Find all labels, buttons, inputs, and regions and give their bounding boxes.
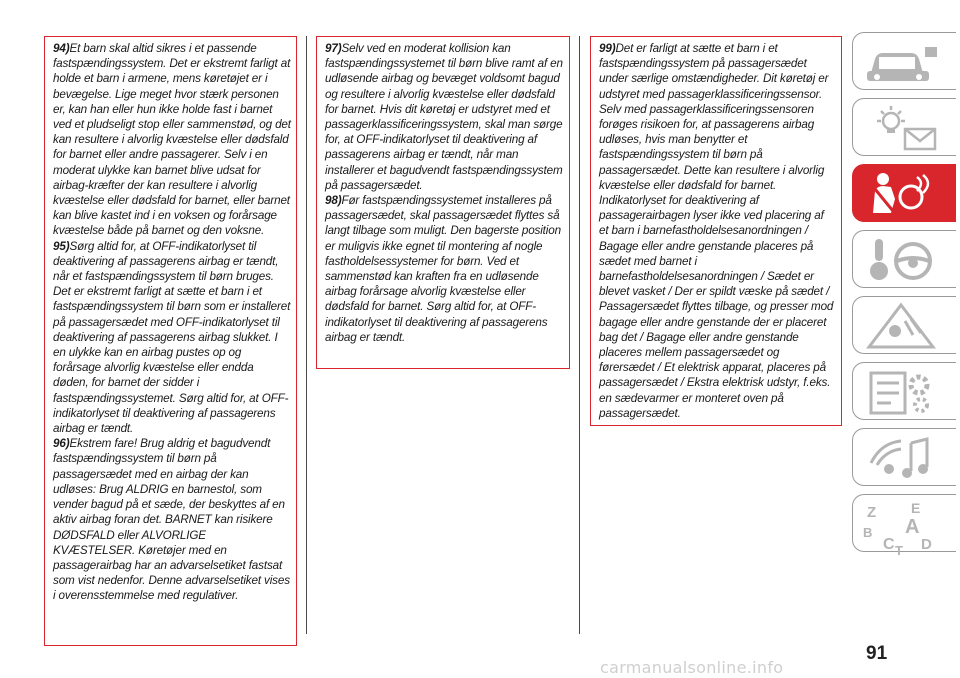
tab-maintenance[interactable] xyxy=(852,362,956,420)
tab-index[interactable] xyxy=(852,494,956,557)
index-letter: T xyxy=(895,543,903,557)
tab-car[interactable] xyxy=(852,32,956,90)
column-divider xyxy=(579,36,580,634)
warning-97 xyxy=(325,41,564,193)
tab-emergency[interactable] xyxy=(852,296,956,354)
alphabetical-index-icon xyxy=(861,499,941,557)
index-letter: E xyxy=(911,500,921,516)
multimedia-icon xyxy=(861,433,941,483)
car-icon xyxy=(861,37,941,87)
tab-warning-lights[interactable] xyxy=(852,98,956,156)
warning-text: Ekstrem fare! Brug aldrig et bagudvendt fastspændingssystem til børn på passagersædet med en airbag der kan udløses: Brug ALDRIG en barnestol, som vender bagud på et sæde, der beskyttes af en aktiv airbag foran det. BARNET kan risikere DØDSFALD eller ALVORLIGE KVÆSTELSER. Køretøjer med en passagerairbag har an advarselsetiket fastsat som vist nedenfor. Denne advarselsetiket vises i overensstemmelse med regulativer. xyxy=(53,437,290,603)
seatbelt-airbag-icon xyxy=(861,169,941,219)
index-letter: B xyxy=(863,525,873,540)
tab-multimedia[interactable] xyxy=(852,428,956,486)
warning-column-2 xyxy=(316,36,570,369)
warning-99 xyxy=(599,41,836,421)
warning-text: Et barn skal altid sikres i et passende fastspændingssystem. Det er ekstremt farligt at holde et barn i armene, mens køretøjet er i bevægelse. Lige meget hvor stærk personen er, kan han eller hun ikke holde fast i barnet ved et pludseligt stop eller sammenstød, og det kan resultere i alvorlig kvæstelse eller dødsfald for barnet eller andre passagerer. Selv i en moderat ulykke kan barnet blive udsat for airbag-kræfter der kan resultere i alvorlig kvæstelse eller dødsfald for barnet, eller barnet kan blive kastet ind i en voksen og forårsage kvæstelse både på barnet og den voksne. xyxy=(53,42,291,238)
breakdown-warning-icon xyxy=(861,301,941,351)
index-letter: C xyxy=(883,536,895,553)
column-divider xyxy=(306,36,307,634)
index-letter: A xyxy=(905,516,920,538)
warning-column-3 xyxy=(590,36,842,426)
warning-96 xyxy=(53,436,291,603)
warning-95 xyxy=(53,239,291,437)
page-number: 91 xyxy=(866,643,888,664)
warning-text: Sørg altid for, at OFF-indikatorlyset til deaktivering af passagerens airbag er tændt, når et fastspændingssystem til børn bruges. Det er ekstremt farligt at sætte et barn i et fastspændingssystem til børn som er installeret på passagersædet med OFF-indikatorlyset til deaktivering af passagerens airbag slukket. I en ulykke kan en airbag pustes op og forårsage alvorlig kvæstelse eller endda døden, for barnet der sidder i fastspændingssystemet. Sørg altid for, at OFF-indikatorlyset til deaktivering af passagerens airbag er tændt. xyxy=(53,239,291,436)
warning-number: 96) xyxy=(53,437,70,451)
warning-text: Før fastspændingssystemet installeres på passagersædet, skal passagersædet flyttes så langt tilbage som muligt. Den bagerste position er muligvis ikke egnet til montering af nogle fastholdelsessystemer for børn. Ved et sammenstød kan kraften fra en udløsende airbag forårsage alvorlig kvæstelse eller dødsfald for barnet. Sørg altid for, at OFF-indikatorlyset til deaktivering af passagerens airbag er tændt. xyxy=(325,194,561,344)
warning-text: Det er farligt at sætte et barn i et fastspændingssystem på passagersædet under særlige omstændigheder. Dit køretøj er udstyret med passagerklassificeringssensor. Selv med passagerklassificeringssensoren forøges risikoen for, at passagerens airbag udløses, hvis man benytter et fastspændingssystem til børn på passagersædet. Dette kan resultere i alvorlig kvæstelse eller dødsfald for barnet. Indikatorlyset for deaktivering af passagerairbagen lyser ikke ved placering af et barn i barnefastholdelsesanordningen / Bagage eller andre genstande placeres på sædet med barnet i barnefastholdelsesanordningen / Sædet er blevet vasket / Der er spildt væske på sædet / Passagersædet flyttes tilbage, og presser mod bagage eller andre genstande der er placeret bag det / Bagage eller andre genstande placeres mellem passagersædet og førersædet / Et elektrisk apparat, placeres på passagersædet / Ekstra elektrisk udstyr, f.eks. en sædevarmer er monteret oven på passagersædet. xyxy=(599,42,834,420)
warning-number: 98) xyxy=(325,194,342,208)
watermark: carmanualsonline.info xyxy=(600,658,784,677)
warning-number: 95) xyxy=(53,239,70,253)
tab-safety[interactable] xyxy=(852,164,956,222)
warning-text: Selv ved en moderat kollision kan fastspændingssystemet til børn blive ramt af en udløsende airbag og bevæget voldsomt bagud og resultere i alvorlig kvæstelse eller dødsfald for barnet. Hvis dit køretøj er udstyret med et passagerklassificeringssystem, skal man sørge for, at OFF-indikatorlyset til deaktivering af passagerens airbag er tændt, når man installerer et bagudvendt fastspændingssystem på passagersædet. xyxy=(325,42,563,192)
warning-column-1 xyxy=(44,36,297,646)
warning-number: 97) xyxy=(325,42,342,55)
maintenance-gear-icon xyxy=(861,367,941,417)
index-letter: D xyxy=(921,536,932,553)
tab-starting-driving[interactable] xyxy=(852,230,956,288)
warning-94 xyxy=(53,41,291,239)
warning-lights-icon xyxy=(861,103,941,153)
index-letter: Z xyxy=(867,504,877,521)
warning-number: 99) xyxy=(599,42,616,55)
key-steering-wheel-icon xyxy=(861,235,941,285)
warning-number: 94) xyxy=(53,42,70,55)
warning-98 xyxy=(325,193,564,345)
